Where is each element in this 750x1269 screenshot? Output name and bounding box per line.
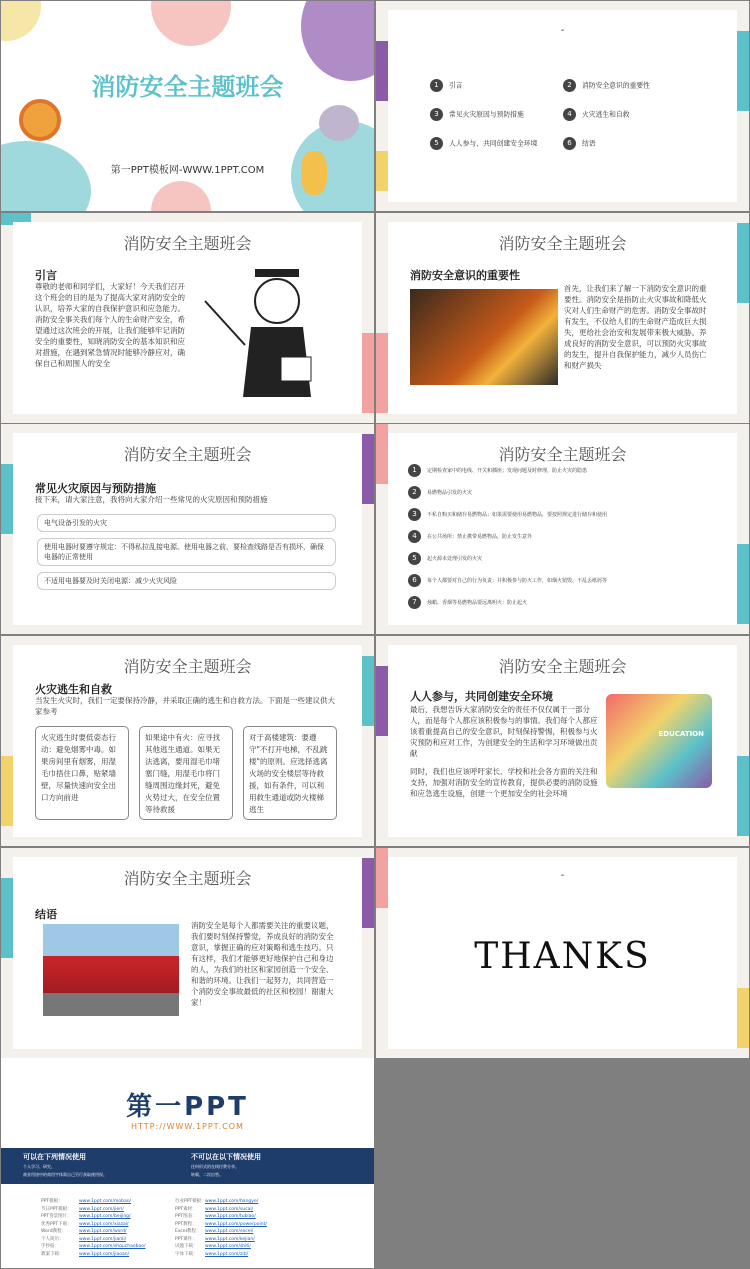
prevention-text: 在公共场所：禁止携带易燃物品，防止发生意外: [427, 534, 533, 540]
link-label: PPT素材：: [175, 1206, 197, 1212]
link-row: [41, 1206, 341, 1214]
number-badge: 6: [408, 574, 421, 587]
link-label: 教案下载：: [41, 1251, 64, 1257]
section-intro: 接下来，请大家注意，我将向大家介绍一些常见的火灾原因和预防措施: [35, 495, 268, 504]
link-url[interactable]: www.1ppt.com/beijing/: [79, 1214, 131, 1219]
number-badge: 1: [430, 79, 443, 92]
toc-item[interactable]: [563, 108, 630, 121]
link-url[interactable]: www.1ppt.com/sucai/: [205, 1206, 254, 1212]
slide-frame: [388, 10, 737, 202]
toc-item[interactable]: [430, 108, 524, 121]
usage-banner: [1, 1148, 374, 1184]
link-row: [41, 1236, 341, 1244]
prevention-item: [408, 574, 607, 587]
link-url[interactable]: www.1ppt.com/excel/: [205, 1229, 254, 1234]
cause-bubble: 使用电器时要遵守规定：不得私拉乱接电源。使用电器之前，要检查线路是否有损坏，确保电器的正常使用: [37, 538, 336, 566]
toc-label: 常见火灾原因与预防措施: [449, 110, 524, 119]
yellow-side-deco: [376, 151, 388, 191]
slide-1-title[interactable]: [1, 1, 374, 211]
link-url[interactable]: www.1ppt.com/powerpoint/: [205, 1221, 267, 1227]
section-body: 消防安全是每个人都需要关注的重要议题，我们要时刻保持警觉，养成良好的消防安全意识，掌握正确的应对策略和逃生技巧。只有这样，我们才能够更好地保护自己和身边的人，为我们的社区和家园创造一个安全、和谐的环境。让我们一起努力，共同营造一个消防安全事故最低的社区和校园！谢谢大家！: [191, 921, 334, 1007]
section-body: 最后，我想告诉大家消防安全的责任不仅仅属于一部分人，而是每个人都应该积极参与的事情。我们每个人都应该着重提高自己的安全意识，时刻保持警惕，积极参与火灾预防和应对工作，为创建安全的生活和学习环境做出贡献: [410, 705, 598, 758]
toc-item[interactable]: [563, 79, 650, 92]
prevention-item: [408, 596, 527, 609]
teal-side-deco: [737, 756, 749, 836]
link-url[interactable]: www.1ppt.com/moban/: [79, 1199, 132, 1204]
escape-tip-box: 对于高楼建筑：要遵守"不打开电梯，不乱跳楼"的原则。应选择逃离火场的安全楼层等待救援，如有条件，可以利用救生通道或防火楼梯逃生: [243, 726, 337, 820]
number-badge: 3: [430, 108, 443, 121]
link-label: PPT教程：: [175, 1221, 197, 1227]
allowed-item: 商业用途中的商用字体需自己另行获取使用权。: [23, 1172, 107, 1177]
number-badge: 2: [563, 79, 576, 92]
escape-tip-box: 火灾逃生时要低姿态行动：避免烟雾中毒。如果房间里有烟雾，用湿毛巾捂住口鼻，贴紧墙壁，尽量快速向安全出口方向前进: [35, 726, 129, 820]
link-row: [41, 1213, 341, 1221]
section-intro: 当发生火灾时，我们一定要保持冷静，并采取正确的逃生和自救方法。下面是一些建议供大家参考: [35, 696, 335, 716]
slide-header: 消防安全主题班会: [123, 869, 252, 888]
prevention-text: 定期检查家中的电线、开关和插座；发现问题及时修理，防止火灾的隐患: [427, 468, 588, 474]
lion-illustration: [19, 99, 61, 141]
prevention-item: [408, 530, 532, 543]
slide-header: 消防安全主题班会: [123, 445, 252, 464]
section-body: 同时，我们也应该呼吁家长、学校和社会各方面的关注和支持，加强对消防安全的宣传教育，提供必要的消防设施和应急逃生设施，创建一个更加安全的社会环境: [410, 767, 598, 798]
yellow-circle-deco: [1, 1, 41, 41]
slide-header: 消防安全主题班会: [123, 657, 252, 676]
pink-circle-deco: [151, 181, 211, 211]
link-url[interactable]: www.1ppt.com/ziti/: [205, 1251, 249, 1257]
prevention-text: 易燃物品引发的火灾: [427, 490, 473, 496]
slide-6-prevention[interactable]: [376, 424, 749, 634]
link-label: 试题下载：: [175, 1244, 198, 1249]
slide-2-toc[interactable]: [376, 1, 749, 211]
toc-label: 引言: [449, 81, 463, 90]
title: 消防安全主题班会: [91, 73, 284, 101]
slide-7-escape[interactable]: [1, 636, 374, 846]
link-row: [41, 1221, 341, 1229]
number-badge: 6: [563, 137, 576, 150]
prevention-text: 起火源未处理引发的火灾: [427, 556, 483, 562]
teal-blob-deco: [1, 141, 91, 211]
brand-logo: 第一PPT: [126, 1092, 249, 1122]
not-allowed-item: 转载、二次出售。: [191, 1172, 223, 1177]
link-label: 优秀PPT下载：: [41, 1221, 72, 1227]
slide-4-awareness[interactable]: [376, 213, 749, 423]
slide-10-thanks[interactable]: [376, 848, 749, 1058]
link-url[interactable]: www.1ppt.com/shouchaobao/: [79, 1244, 146, 1249]
section-heading: 常见火灾原因与预防措施: [35, 482, 156, 495]
not-allowed-heading: 不可以在以下情况使用: [191, 1153, 261, 1161]
section-body: 首先，让我们来了解一下消防安全意识的重要性。消防安全是指防止火灾事故和降低火灾对人们生命财产的危害。消防安全事故时有发生，不仅给人们的生命财产造成巨大损失，更给社会治安和发展带来极大威胁。养成良好的消防安全意识，可以预防火灾事故的发生，提升自我保护能力，减少人员伤亡和财产损失: [564, 284, 707, 370]
slide-11-credits[interactable]: [1, 1058, 374, 1268]
slide-header: 消防安全主题班会: [498, 657, 627, 676]
number-badge: 4: [563, 108, 576, 121]
link-url[interactable]: www.1ppt.com/jiaoan/: [79, 1251, 130, 1257]
number-badge: 2: [408, 486, 421, 499]
toc-item[interactable]: [430, 137, 537, 150]
link-row: [41, 1251, 341, 1259]
link-url[interactable]: www.1ppt.com/jieri/: [79, 1206, 124, 1212]
education-art-label: EDUCATION: [658, 730, 704, 738]
link-row: [41, 1243, 341, 1251]
link-label: 手抄报：: [41, 1244, 59, 1249]
slide-9-conclusion[interactable]: [1, 848, 374, 1058]
prevention-text: 烛蜡、香烟等易燃物品要远离明火：防止起火: [427, 600, 528, 606]
slide-5-causes[interactable]: [1, 424, 374, 634]
teacher-illustration: [199, 257, 335, 397]
number-badge: 1: [408, 464, 421, 477]
link-label: Excel教程：: [175, 1229, 201, 1234]
pink-side-deco: [376, 333, 388, 413]
escape-tip-box: 如果途中有火：应寻找其他逃生通道。如果无法逃离，要用湿毛巾堵塞门缝，用湿毛巾将门缝周围边缘封死，避免火势过大，在安全位置等待救援: [139, 726, 233, 820]
link-url[interactable]: www.1ppt.com/shiti/: [205, 1244, 251, 1249]
cause-bubble: 电气设备引发的火灾: [37, 514, 336, 532]
toc-label: 消防安全意识的重要性: [582, 81, 650, 90]
toc-label: 人人参与，共同创建安全环境: [449, 139, 538, 148]
slide-3-intro[interactable]: [1, 213, 374, 423]
link-row: [41, 1198, 341, 1206]
section-heading: 人人参与，共同创建安全环境: [410, 690, 553, 703]
subtitle: 第一PPT模板网-WWW.1PPT.COM: [110, 165, 265, 176]
link-url[interactable]: www.1ppt.com/word/: [79, 1229, 127, 1234]
number-badge: 3: [408, 508, 421, 521]
cause-bubble: 不适用电器要及时关闭电源：减少火灾风险: [37, 572, 336, 590]
teal-side-deco: [737, 544, 749, 624]
link-label: PPT背景图片：: [41, 1214, 72, 1219]
section-body: 尊敬的老师和同学们，大家好！今天我们召开这个班会的目的是为了提高大家对消防安全的认识，培养大家的自我保护意识和应急能力。消防安全事关我们每个人的生命财产安全，希望通过这次班会的开展，让我们能够牢记消防安全的重要性，知晓消防安全的基本知识和应对措施，在遇到紧急情况时能够冷静应对，确保自己和周围人的安全: [35, 282, 185, 368]
link-url[interactable]: www.1ppt.com/tubiao/: [205, 1214, 256, 1219]
links-list: [41, 1198, 341, 1258]
prevention-item: [408, 552, 482, 565]
link-label: PPT课件：: [175, 1236, 197, 1242]
link-label: PPT模板：: [41, 1199, 63, 1204]
dash: -: [560, 25, 565, 36]
firefighters-photo: [410, 289, 558, 385]
teal-side-deco: [1, 878, 13, 958]
pink-side-deco: [362, 333, 374, 413]
allowed-heading: 可以在下列情况使用: [23, 1153, 86, 1161]
prevention-item: [408, 508, 607, 521]
education-book-illustration: [606, 694, 712, 788]
number-badge: 5: [430, 137, 443, 150]
link-label: Word教程：: [41, 1229, 67, 1234]
link-url[interactable]: www.1ppt.com/hangye/: [205, 1199, 259, 1204]
link-url[interactable]: www.1ppt.com/xiazai/: [79, 1221, 129, 1227]
link-row: [41, 1228, 341, 1236]
dash: -: [560, 870, 565, 881]
prevention-item: [408, 486, 472, 499]
number-badge: 4: [408, 530, 421, 543]
thanks-text: THANKS: [474, 936, 651, 977]
section-heading: 结语: [35, 908, 57, 921]
yellow-side-deco: [737, 988, 749, 1048]
link-url[interactable]: www.1ppt.com/jianli/: [79, 1236, 127, 1242]
section-heading: 引言: [35, 269, 57, 282]
toc-label: 火灾逃生和自救: [582, 110, 630, 119]
slide-header: 消防安全主题班会: [123, 234, 252, 253]
toc-item[interactable]: [430, 79, 463, 92]
section-heading: 消防安全意识的重要性: [410, 269, 520, 282]
link-label: 字体下载：: [175, 1251, 198, 1257]
number-badge: 7: [408, 596, 421, 609]
link-label: PPT图表：: [175, 1214, 197, 1219]
teal-side-deco: [1, 464, 13, 534]
teal-side-deco: [737, 31, 749, 111]
link-label: 行业PPT模板：: [175, 1199, 206, 1204]
slide-header: 消防安全主题班会: [498, 445, 627, 464]
toc-item[interactable]: [563, 137, 596, 150]
purple-side-deco: [376, 41, 388, 101]
slide-header: 消防安全主题班会: [498, 234, 627, 253]
not-allowed-item: 任何形式的在线付费分享。: [191, 1164, 239, 1169]
prevention-text: 不私自购买和储存易燃物品；如果需要使用易燃物品，要按照规定进行储存和使用: [427, 512, 608, 518]
section-heading: 火灾逃生和自救: [35, 683, 112, 696]
yellow-side-deco: [1, 756, 13, 826]
slide-8-participation[interactable]: [376, 636, 749, 846]
link-url[interactable]: www.1ppt.com/kejian/: [205, 1236, 255, 1242]
brand-url: HTTP://WWW.1PPT.COM: [131, 1122, 244, 1131]
fire-truck-photo: [43, 924, 179, 1016]
prevention-item: [408, 464, 587, 477]
hippo-illustration: [319, 105, 359, 141]
allowed-item: 个人学习、研究。: [23, 1164, 55, 1169]
link-label: 节日PPT模板：: [41, 1206, 72, 1212]
toc-label: 结语: [582, 139, 596, 148]
number-badge: 5: [408, 552, 421, 565]
link-label: 个人简历：: [41, 1236, 64, 1242]
prevention-text: 每个人都要对自己的行为负责：并积极参与防火工作，如烟火销毁、不乱丢纸屑等: [427, 578, 608, 584]
pink-circle-deco: [151, 1, 231, 46]
